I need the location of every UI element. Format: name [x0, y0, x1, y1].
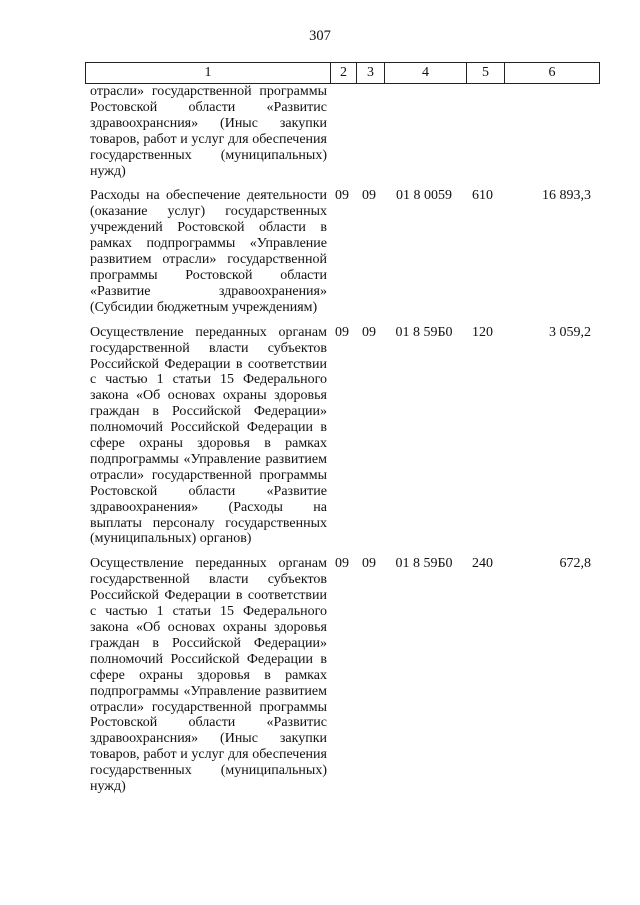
row-section-code: 09 [335, 556, 349, 572]
table-row [85, 325, 597, 548]
row-description: Осуществление переданных органам государственной власти субъектов Российской Федерации в соответствии с частью 1 статьи 15 Федерального закона «Об основах охраны здоровья граждан в Российской Федерации» полномочий Российской Федерации в сфере охраны здоровья в рамках подпрограммы «Управление развитием отрасли» государственной программы Ростовской области «Развитие здравоохранения» (Расходы на выплаты персоналу государственных (муниципальных) органов) [90, 324, 327, 547]
row-target-code: 01 8 59Б0 [395, 556, 453, 572]
row-amount: 3 059,2 [549, 324, 591, 340]
column-header-5: 5 [467, 63, 505, 84]
row-expense-type: 240 [472, 556, 493, 572]
row-description: Расходы на обеспечение деятельности (оказание услуг) государственных учреждений Ростовской области в рамках подпрограммы «Управление развитием отрасли» государственной программы Ростовской области «Развитие здравоохранения» (Субсидии бюджетным учреждениям) [90, 188, 327, 315]
row-target-code: 01 8 0059 [396, 188, 452, 204]
row-subsection-code: 09 [362, 188, 376, 204]
row-subsection-code: 09 [362, 324, 376, 340]
row-expense-type: 120 [472, 324, 493, 340]
column-header-1: 1 [86, 63, 331, 84]
table-row [85, 188, 597, 315]
table-row [85, 556, 597, 795]
row-amount: 16 893,3 [542, 188, 591, 204]
table-body [85, 84, 597, 795]
row-section-code: 09 [335, 324, 349, 340]
row-expense-type: 610 [472, 188, 493, 204]
row-description: отрасли» государственной программы Ростовской области «Развитис здравоохрансния» (Иныс закупки товаров, работ и услуг для обеспечения государственных (муниципальных) нужд) [90, 84, 327, 179]
column-header-2: 2 [331, 63, 357, 84]
row-subsection-code: 09 [362, 556, 376, 572]
table-row [85, 84, 597, 179]
table-header [85, 62, 600, 84]
column-header-4: 4 [385, 63, 467, 84]
row-amount: 672,8 [559, 556, 591, 572]
column-header-6: 6 [505, 63, 600, 84]
page-number: 307 [309, 28, 331, 44]
column-header-3: 3 [357, 63, 385, 84]
row-description: Осуществление переданных органам государственной власти субъектов Российской Федерации в соответствии с частью 1 статьи 15 Федерального закона «Об основах охраны здоровья граждан в Российской Федерации» полномочий Российской Федерации в сфере охраны здоровья в рамках подпрограммы «Управление развитием отрасли» государственной программы Ростовской области «Развитис здравоохрансния» (Иныс закупки товаров, работ и услуг для обеспечения государственных (муниципальных) нужд) [90, 556, 327, 795]
row-target-code: 01 8 59Б0 [395, 324, 453, 340]
row-section-code: 09 [335, 188, 349, 204]
